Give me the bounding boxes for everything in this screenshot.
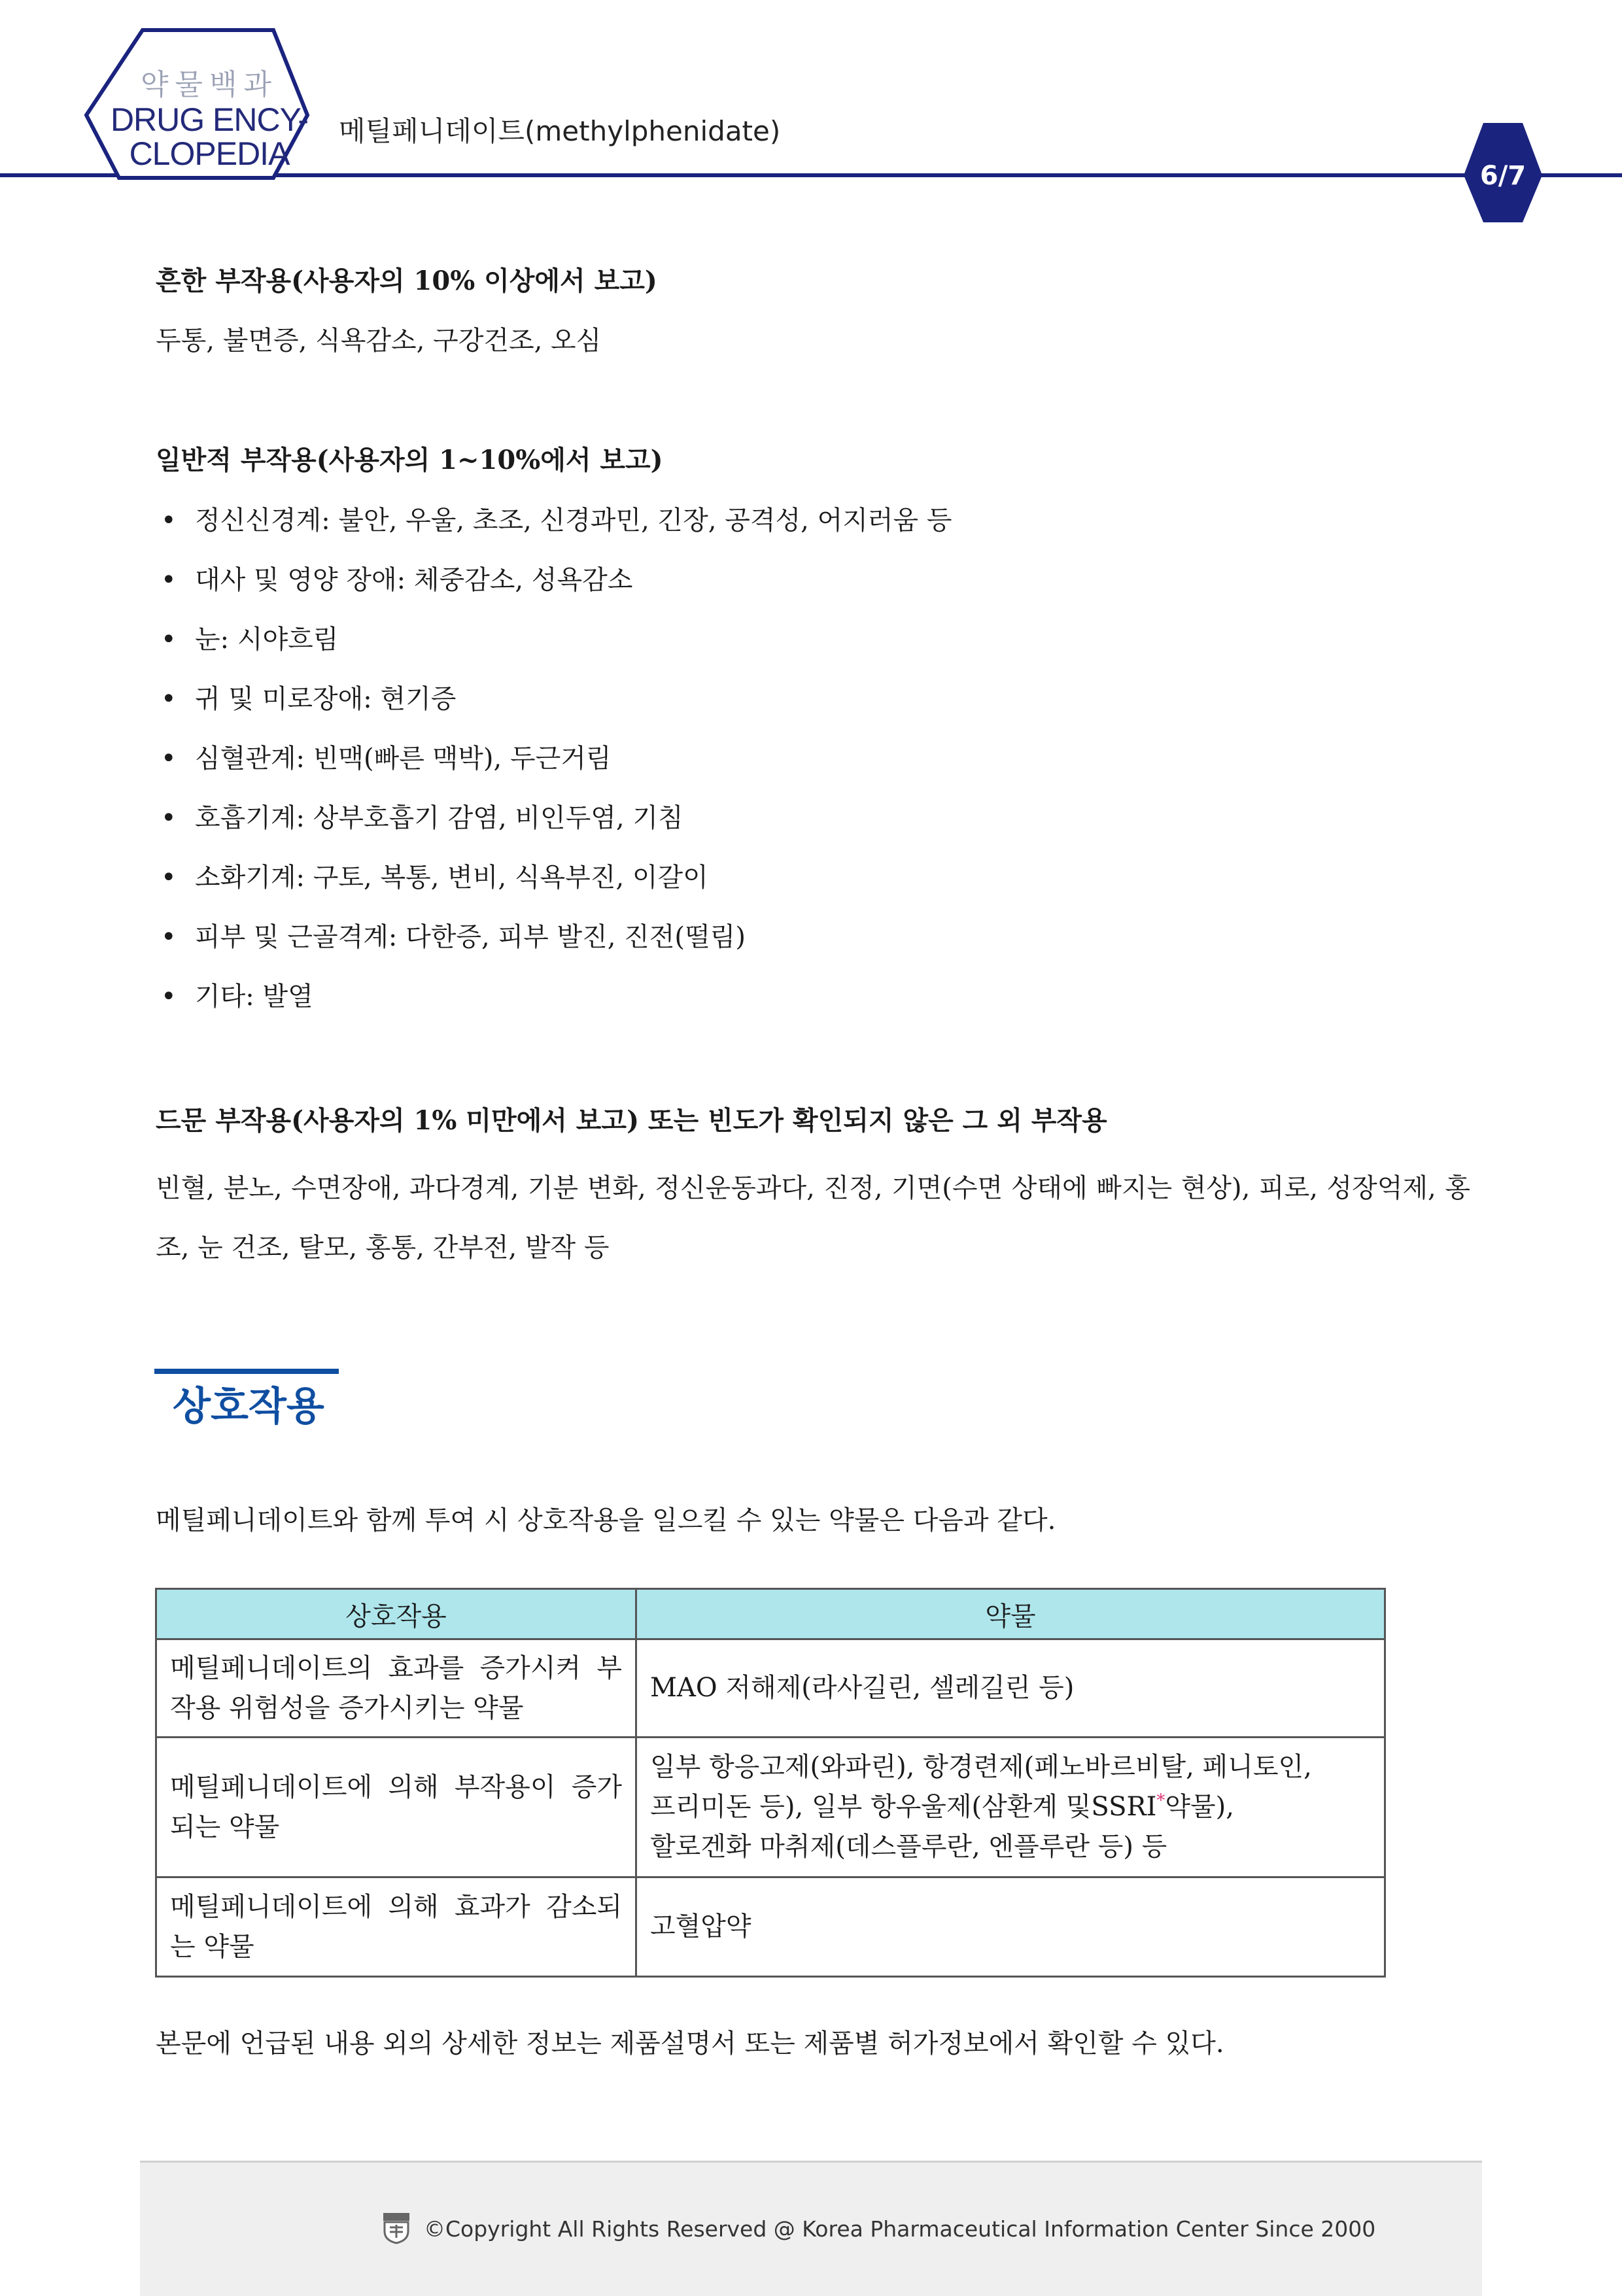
section-accent-bar [154, 1369, 339, 1374]
drug-line [650, 1787, 1371, 1827]
footnote-mark: * [1156, 1791, 1165, 1811]
general-side-effects-heading: 일반적 부작용(사용자의 1~10%에서 보고) [156, 445, 663, 475]
page-number: 6/7 [1479, 161, 1527, 191]
interaction-cell: 메틸페니데이트의 효과를 증가시켜 부작용 위험성을 증가시키는 약물 [156, 1639, 636, 1738]
list-item: 소화기계: 구토, 복통, 변비, 식욕부진, 이갈이 [195, 863, 708, 893]
bullet-marker: • [161, 863, 177, 893]
rare-side-effects-text: 빈혈, 분노, 수면장애, 과다경계, 기분 변화, 정신운동과다, 진정, 기면(수면 상태에 빠지는 현상), 피로, 성장억제, 홍조, 눈 건조, 탈모, 홍통, 간부전, 발작 등 [156, 1173, 1470, 1263]
logo-korean: 약물백과 [140, 69, 278, 101]
list-item: 눈: 시야흐림 [195, 625, 339, 655]
list-item: 피부 및 근골격계: 다한증, 피부 발진, 진전(떨림) [195, 922, 746, 952]
bullet-marker: • [161, 505, 177, 536]
list-item: 기타: 발열 [195, 982, 313, 1012]
interaction-cell: 메틸페니데이트에 의해 효과가 감소되는 약물 [156, 1877, 636, 1977]
drug-line: 할로겐화 마취제(데스플루란, 엔플루란 등) 등 [650, 1832, 1167, 1862]
bullet-marker: • [161, 982, 177, 1012]
column-header: 약물 [636, 1589, 1385, 1639]
drug-cell: 고혈압약 [636, 1877, 1385, 1977]
bullet-marker: • [161, 625, 177, 655]
drug-cell: MAO 저해제(라사길린, 셀레길린 등) [636, 1639, 1385, 1738]
column-header: 상호작용 [156, 1589, 636, 1639]
closing-note: 본문에 언급된 내용 외의 상세한 정보는 제품설명서 또는 제품별 허가정보에서 확인할 수 있다. [156, 2029, 1224, 2059]
list-item: 심혈관계: 빈맥(빠른 맥박), 두근거림 [195, 744, 612, 774]
table-header-row [156, 1589, 1385, 1639]
shield-emblem-icon [382, 2212, 411, 2244]
table-row [156, 1738, 1385, 1877]
drug-text: 약물), [1165, 1792, 1235, 1822]
list-item: 호흡기계: 상부호흡기 감염, 비인두염, 기침 [195, 803, 683, 833]
interaction-table [155, 1588, 1386, 1978]
list-item: 대사 및 영양 장애: 체중감소, 성욕감소 [195, 565, 633, 595]
table-row [156, 1639, 1385, 1738]
common-side-effects-text: 두통, 불면증, 식욕감소, 구강건조, 오심 [156, 326, 602, 356]
drug-text: 프리미돈 등), 일부 항우울제(삼환계 및SSRI [650, 1792, 1157, 1822]
rare-side-effects-heading: 드문 부작용(사용자의 1% 미만에서 보고) 또는 빈도가 확인되지 않은 그 외 부작용 [156, 1105, 1107, 1136]
table-row [156, 1877, 1385, 1977]
footer-copyright: ©Copyright All Rights Reserved @ Korea Pharmaceutical Information Center Since 2000 [424, 2216, 1376, 2242]
drug-line: 일부 항응고제(와파린), 항경련제(페노바르비탈, 페니토인, [650, 1752, 1312, 1782]
interactions-intro: 메틸페니데이트와 함께 투여 시 상호작용을 일으킬 수 있는 약물은 다음과 같다. [156, 1505, 1056, 1535]
bullet-marker: • [161, 744, 177, 774]
logo-english-line2: CLOPEDIA [129, 135, 290, 172]
bullet-marker: • [161, 803, 177, 833]
drug-cell [636, 1738, 1385, 1877]
section-title: 상호작용 [173, 1384, 324, 1430]
bullet-marker: • [161, 684, 177, 714]
bullet-marker: • [161, 565, 177, 595]
common-side-effects-heading: 흔한 부작용(사용자의 10% 이상에서 보고) [156, 266, 657, 296]
bullet-marker: • [161, 922, 177, 952]
document-title: 메틸페니데이트(methylphenidate) [339, 115, 781, 147]
list-item: 정신신경계: 불안, 우울, 초조, 신경과민, 긴장, 공격성, 어지러움 등 [195, 505, 952, 536]
logo-english-line1: DRUG ENCY- [110, 101, 309, 138]
list-item: 귀 및 미로장애: 현기증 [195, 684, 457, 714]
interaction-cell: 메틸페니데이트에 의해 부작용이 증가되는 약물 [156, 1738, 636, 1877]
